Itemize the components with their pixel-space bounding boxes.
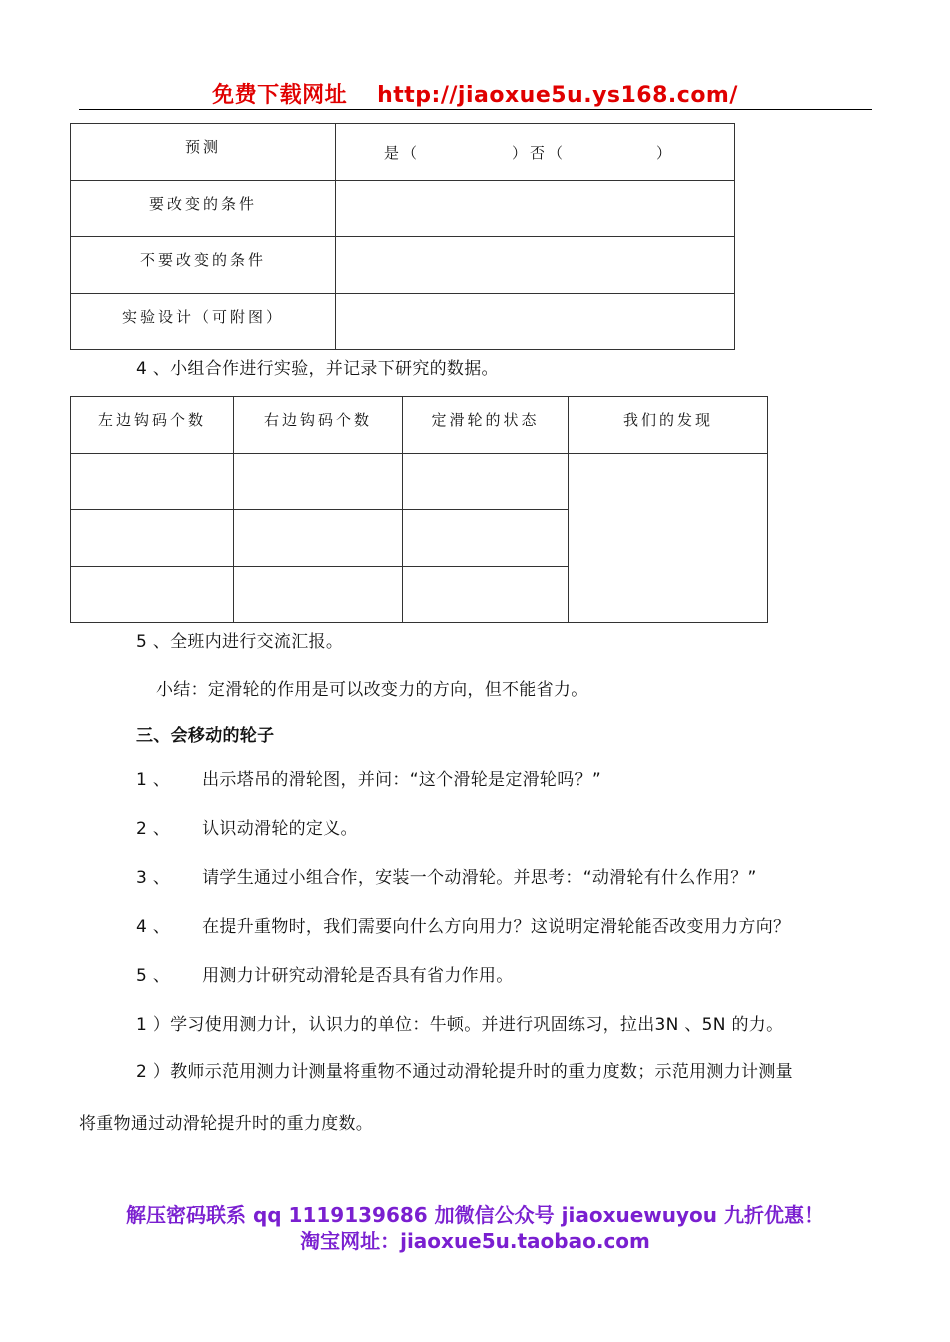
sub-step-1: 1 ）学习使用测力计，认识力的单位：牛顿。并进行巩固练习，拉出3N 、5N 的力。	[136, 1015, 784, 1035]
header-url[interactable]: http://jiaoxue5u.ys168.com/	[377, 83, 738, 108]
data-cell[interactable]	[403, 510, 569, 567]
prediction-cell[interactable]: 是（ ）否（ ）	[336, 124, 735, 181]
header-findings: 我们的发现	[569, 397, 768, 454]
step-5: 5 、全班内进行交流汇报。	[136, 632, 344, 652]
header-left-hooks: 左边钩码个数	[71, 397, 234, 454]
findings-cell[interactable]	[569, 454, 768, 623]
step-4: 4 、小组合作进行实验，并记录下研究的数据。	[136, 359, 499, 379]
data-cell[interactable]	[71, 567, 234, 623]
data-cell[interactable]	[234, 454, 403, 510]
header-pulley-state: 定滑轮的状态	[403, 397, 569, 454]
footer-contact: 解压密码联系 qq 1119139686 加微信公众号 jiaoxuewuyou 九折优惠！	[126, 1203, 824, 1227]
table1-cell-change-conditions[interactable]	[336, 181, 735, 237]
header-right-hooks: 右边钩码个数	[234, 397, 403, 454]
data-cell[interactable]	[234, 510, 403, 567]
table1-label-experiment-design: 实验设计（可附图）	[71, 294, 336, 350]
data-cell[interactable]	[71, 510, 234, 567]
sub-step-2-continued: 将重物通过动滑轮提升时的重力度数。	[79, 1114, 374, 1134]
data-record-table	[70, 396, 768, 623]
header-label: 免费下载网址	[212, 83, 348, 108]
list-item: 4 、 在提升重物时，我们需要向什么方向用力？这说明定滑轮能否改变用力方向？	[136, 917, 791, 937]
list-item: 3 、 请学生通过小组合作，安装一个动滑轮。并思考：“动滑轮有什么作用？”	[136, 868, 757, 888]
table1-label-keep-conditions: 不要改变的条件	[71, 237, 336, 294]
section-3-title: 三、会移动的轮子	[136, 726, 275, 746]
prediction-table	[70, 123, 735, 350]
list-item: 1 、 出示塔吊的滑轮图，并问：“这个滑轮是定滑轮吗？”	[136, 770, 601, 790]
table1-cell-experiment-design[interactable]	[336, 294, 735, 350]
sub-step-2: 2 ）教师示范用测力计测量将重物不通过动滑轮提升时的重力度数；示范用测力计测量	[136, 1062, 793, 1082]
summary: 小结：定滑轮的作用是可以改变力的方向，但不能省力。	[156, 680, 589, 700]
header-divider	[79, 109, 872, 110]
list-item: 5 、 用测力计研究动滑轮是否具有省力作用。	[136, 966, 514, 986]
data-cell[interactable]	[71, 454, 234, 510]
download-header	[0, 78, 950, 109]
table1-label-change-conditions: 要改变的条件	[71, 181, 336, 237]
table1-cell-keep-conditions[interactable]	[336, 237, 735, 294]
data-cell[interactable]	[234, 567, 403, 623]
data-cell[interactable]	[403, 567, 569, 623]
footer-taobao[interactable]: 淘宝网址：jiaoxue5u.taobao.com	[300, 1229, 650, 1253]
table1-label-prediction: 预测	[71, 124, 336, 181]
data-cell[interactable]	[403, 454, 569, 510]
list-item: 2 、 认识动滑轮的定义。	[136, 819, 358, 839]
